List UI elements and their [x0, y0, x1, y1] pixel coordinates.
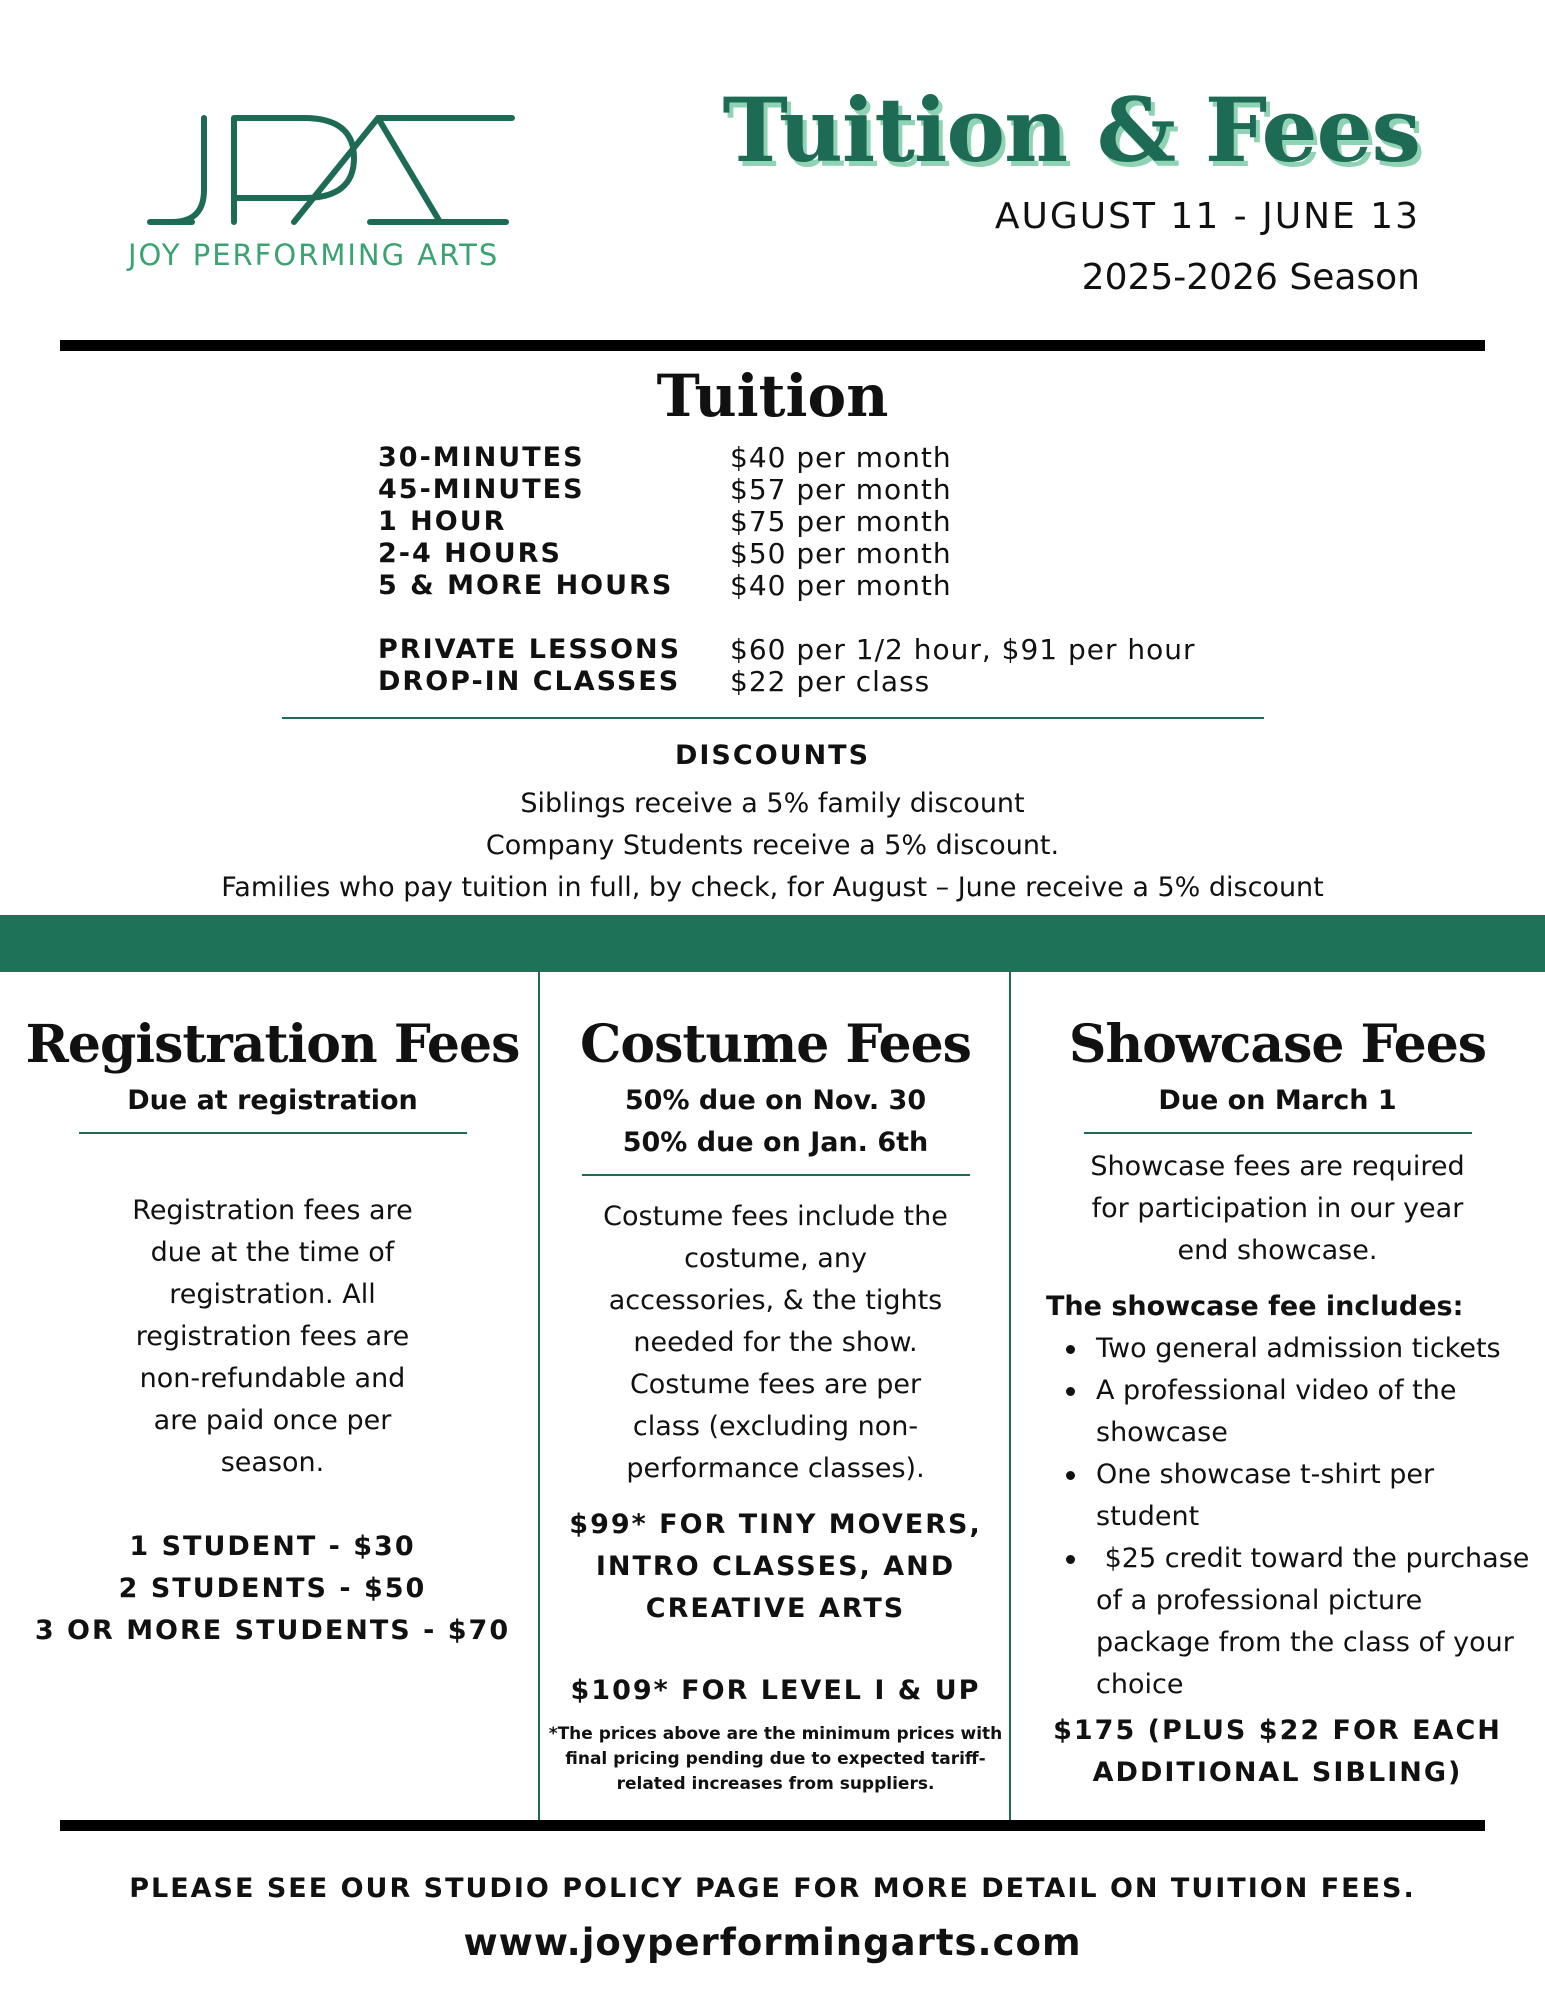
rate-price: $57 per month: [730, 472, 952, 506]
list-item-line: One showcase t-shirt per: [1096, 1459, 1435, 1490]
price-line: CREATIVE ARTS: [645, 1593, 906, 1624]
section-band: [0, 915, 1545, 972]
registration-divider: [79, 1132, 467, 1134]
rate-row: [378, 505, 1196, 537]
rate-price: $60 per 1/2 hour, $91 per hour: [730, 632, 1196, 666]
rate-row: [378, 441, 1196, 473]
note-line: final pricing pending due to expected tariff-: [565, 1749, 986, 1769]
rate-row: [378, 665, 1196, 697]
showcase-includes-heading: The showcase fee includes:: [1046, 1291, 1464, 1322]
price-line: 3 OR MORE STUDENTS - $70: [34, 1615, 511, 1646]
price-line: 1 STUDENT - $30: [129, 1531, 416, 1562]
list-item-line: Two general admission tickets: [1096, 1333, 1501, 1364]
rate-row: [378, 633, 1196, 665]
registration-prices: [20, 1526, 525, 1652]
text-line: needed for the show.: [633, 1327, 918, 1358]
note-line: *The prices above are the minimum prices with: [548, 1724, 1003, 1744]
tuition-heading: Tuition: [656, 362, 889, 430]
list-item-line: A professional video of the: [1096, 1375, 1457, 1406]
showcase-subtitle: Due on March 1: [1158, 1085, 1397, 1116]
costume-description: [548, 1196, 1003, 1490]
text-line: Costume fees include the: [603, 1201, 948, 1232]
text-line: for participation in our year: [1091, 1193, 1464, 1224]
price-line: INTRO CLASSES, AND: [595, 1551, 956, 1582]
rate-label: 2-4 HOURS: [378, 537, 562, 569]
discount-line: Families who pay tuition in full, by check, for August – June receive a 5% discount: [221, 872, 1324, 903]
showcase-column: [1020, 1010, 1535, 1794]
tuition-divider: [282, 717, 1264, 719]
text-line: registration fees are: [135, 1321, 410, 1352]
list-item-line: of a professional picture: [1096, 1585, 1423, 1616]
text-line: registration. All: [169, 1279, 376, 1310]
costume-column: [548, 1010, 1003, 1797]
rate-spacer: [378, 601, 1196, 633]
rate-row: [378, 537, 1196, 569]
page-title: Tuition & Fees: [722, 78, 1420, 182]
column-divider: [1009, 972, 1011, 1825]
rate-label: 5 & MORE HOURS: [378, 569, 674, 601]
list-item: [1096, 1328, 1535, 1370]
showcase-description: [1020, 1146, 1535, 1272]
rate-label: 1 HOUR: [378, 505, 507, 537]
text-line: Showcase fees are required: [1090, 1151, 1465, 1182]
text-line: end showcase.: [1177, 1235, 1378, 1266]
costume-price-tiny: [548, 1504, 1003, 1630]
showcase-divider: [1084, 1132, 1472, 1134]
discount-line: Siblings receive a 5% family discount: [520, 788, 1025, 819]
website-link[interactable]: www.joyperformingarts.com: [463, 1921, 1082, 1964]
price-line: 2 STUDENTS - $50: [118, 1573, 427, 1604]
column-divider: [538, 972, 540, 1825]
rate-label: 45-MINUTES: [378, 473, 585, 505]
discount-line: Company Students receive a 5% discount.: [485, 830, 1060, 861]
policy-note: PLEASE SEE OUR STUDIO POLICY PAGE FOR MORE DETAIL ON TUITION FEES.: [129, 1873, 1416, 1904]
rate-row: [378, 569, 1196, 601]
text-line: due at the time of: [150, 1237, 395, 1268]
rate-label: PRIVATE LESSONS: [378, 633, 682, 665]
jpa-logo-mark: [120, 108, 590, 238]
registration-column: [20, 1010, 525, 1652]
rate-label: DROP-IN CLASSES: [378, 665, 681, 697]
tuition-rate-table: [378, 441, 1196, 697]
text-line: are paid once per: [153, 1405, 392, 1436]
list-item: [1096, 1538, 1535, 1706]
discounts-heading: DISCOUNTS: [674, 740, 871, 771]
showcase-price: [1020, 1710, 1535, 1794]
rate-row: [378, 473, 1196, 505]
costume-price-level: $109* FOR LEVEL I & UP: [570, 1675, 981, 1706]
costume-footnote: [548, 1722, 1003, 1797]
rate-price: $75 per month: [730, 504, 952, 538]
registration-subtitle: Due at registration: [127, 1085, 418, 1116]
price-line: ADDITIONAL SIBLING): [1092, 1757, 1463, 1788]
text-line: class (excluding non-: [632, 1411, 919, 1442]
text-line: non-refundable and: [139, 1363, 406, 1394]
showcase-title: Showcase Fees: [1068, 1014, 1487, 1075]
logo: [120, 108, 590, 278]
list-item-line: student: [1096, 1501, 1200, 1532]
list-item: [1096, 1370, 1535, 1454]
price-line: $99* FOR TINY MOVERS,: [569, 1509, 982, 1540]
list-item-line: choice: [1096, 1669, 1184, 1700]
text-line: Costume fees are per: [629, 1369, 922, 1400]
top-divider: [60, 340, 1485, 351]
rate-label: 30-MINUTES: [378, 441, 585, 473]
discounts-section: [0, 740, 1545, 909]
rate-price: $40 per month: [730, 568, 952, 602]
text-line: performance classes).: [626, 1453, 925, 1484]
season-label: 2025-2026 Season: [1081, 257, 1420, 298]
price-line: $175 (PLUS $22 FOR EACH: [1053, 1715, 1502, 1746]
text-line: season.: [220, 1447, 325, 1478]
list-item-line: showcase: [1096, 1417, 1228, 1448]
text-line: accessories, & the tights: [608, 1285, 943, 1316]
costume-title: Costume Fees: [580, 1014, 971, 1075]
costume-divider: [582, 1174, 970, 1176]
text-line: Registration fees are: [132, 1195, 413, 1226]
registration-description: [20, 1190, 525, 1484]
costume-subtitle: 50% due on Jan. 6th: [622, 1127, 929, 1158]
list-item: [1096, 1454, 1535, 1538]
registration-title: Registration Fees: [25, 1014, 520, 1075]
logo-subtitle: JOY PERFORMING ARTS: [128, 238, 500, 272]
rate-price: $40 per month: [730, 440, 952, 474]
list-item-line: package from the class of your: [1096, 1627, 1514, 1658]
bottom-divider: [60, 1820, 1485, 1831]
rate-price: $50 per month: [730, 536, 952, 570]
season-dates: AUGUST 11 - JUNE 13: [994, 196, 1420, 237]
list-item-line: $25 credit toward the purchase: [1096, 1543, 1530, 1574]
costume-subtitle: 50% due on Nov. 30: [624, 1085, 927, 1116]
text-line: costume, any: [684, 1243, 867, 1274]
showcase-includes-list: [1020, 1328, 1535, 1706]
rate-price: $22 per class: [730, 664, 931, 698]
note-line: related increases from suppliers.: [616, 1774, 935, 1794]
